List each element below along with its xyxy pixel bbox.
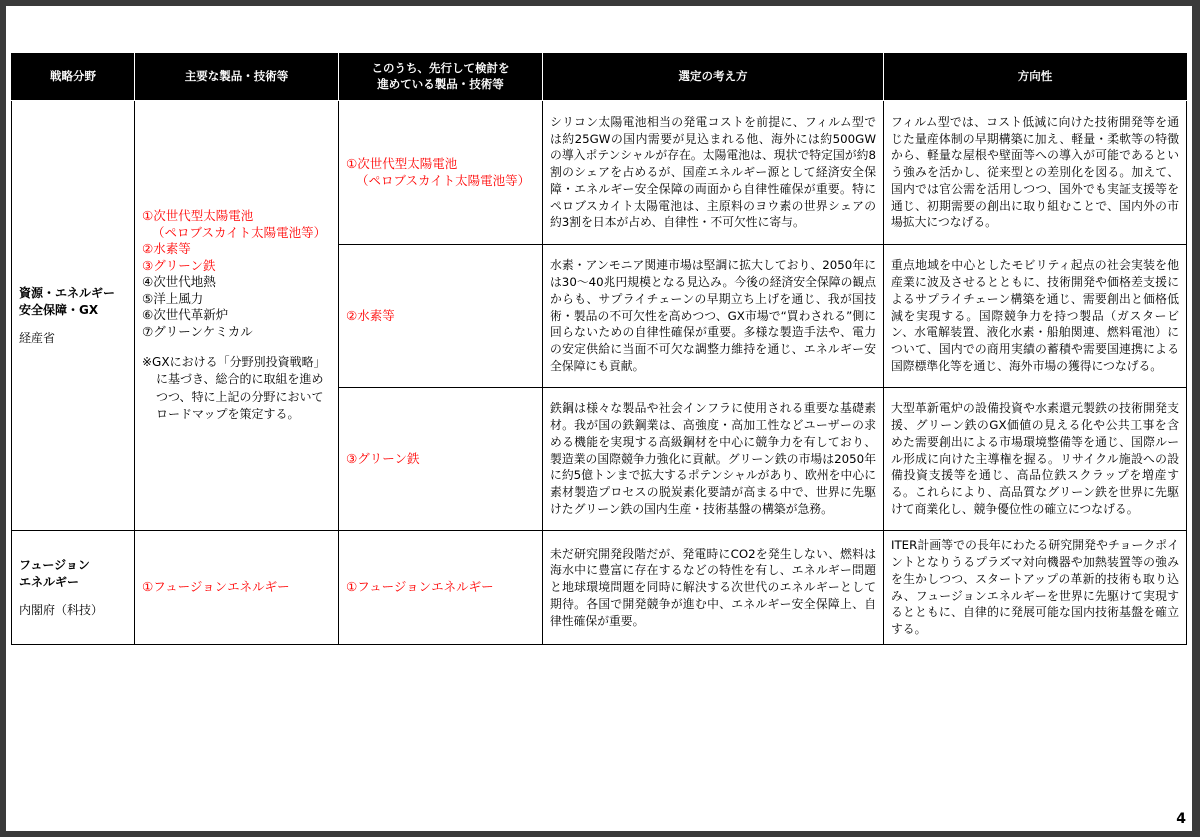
reason-cell: 鉄鋼は様々な製品や社会インフラに使用される重要な基礎素材。我が国の鉄鋼業は、高強度・高加工性などユーザーの求める機能を実現する高級鋼材を中心に競争力を有しており、製造業の国際競争力強化に貢献。グリーン鉄の市場は2050年に約5億トンまで拡大するポテンシャルがあり、欧州を中心に素材製造プロセスの脱炭素化要請が高まる中で、世界に先駆けたグリーン鉄の国内生産・技術基盤の構築が急務。: [543, 388, 884, 531]
priority-cell: ③グリーン鉄: [339, 388, 543, 531]
ministry-label: 内閣府（科技）: [19, 602, 104, 617]
header-priority-line2: 進めている製品・技術等: [377, 77, 504, 91]
header-field: 戦略分野: [12, 54, 135, 101]
field-name: フュージョン エネルギー: [19, 557, 90, 590]
ministry-label: 経産省: [19, 330, 56, 345]
table-row: [12, 531, 1187, 645]
direction-cell: フィルム型では、コスト低減に向けた技術開発等を通じた量産体制の早期構築に加え、軽量・柔軟等の特徴から、軽量な屋根や壁面等への導入が可能であるという強みを活かし、従来型との差別化を図る。加えて、国内では官公需を活用しつつ、国外でも実証支援等を通じ、初期需要の創出に取り組むことで、国内外の市場拡大につなげる。: [884, 101, 1187, 245]
products-cell-fusion: ①フュージョンエネルギー: [135, 531, 339, 645]
direction-cell: 重点地域を中心としたモビリティ起点の社会実装を他産業に波及させるとともに、技術開発や価格差支援によるサプライチェーン構築を通じ、需要創出と価格低減を実現する。国際競争力を持つ製品（ガスタービン、水電解装置、液化水素・船舶関連、燃料電池）について、国内での商用実績の蓄積や需要国連携による国際標準化等を通じ、海外市場の獲得につなげる。: [884, 245, 1187, 388]
priority-cell: ②水素等: [339, 245, 543, 388]
page-number: 4: [1176, 811, 1186, 827]
priority-cell: ①フュージョンエネルギー: [339, 531, 543, 645]
header-priority: [339, 54, 543, 101]
field-cell-energy: [12, 101, 135, 531]
list-item: ③グリーン鉄: [142, 257, 216, 273]
left-border-bar: [0, 0, 6, 837]
header-reason: 選定の考え方: [543, 54, 884, 101]
reason-cell: シリコン太陽電池相当の発電コストを前提に、フィルム型では約25GWの国内需要が見込まれる他、海外には約500GWの導入ポテンシャルが存在。太陽電池は、現状で特定国が約8割のシェアを占めるが、国産エネルギー源として経済安全保障・エネルギー安全保障の両面から自律性確保が重要。特にペロブスカイト太陽電池は、主原料のヨウ素の世界シェアの約3割を日本が占め、自律性・不可欠性に寄与。: [543, 101, 884, 245]
bottom-border-bar: [0, 831, 1200, 837]
direction-cell: 大型革新電炉の設備投資や水素還元製鉄の技術開発支援、グリーン鉄のGX価値の見える化や公共工事を含めた需要創出による市場環境整備等を通じ、国際ルール形成に向けた主導権を握る。リサイクル施設への設備投資支援等を通じ、高品位鉄スクラップを増産する。これらにより、高品質なグリーン鉄を世界に先駆けて商業化し、競争優位性の確立につなげる。: [884, 388, 1187, 531]
top-border-bar: [0, 0, 1200, 6]
list-item: ②水素等: [142, 241, 191, 257]
products-list: [142, 208, 331, 340]
header-priority-line1: このうち、先行して検討を: [371, 61, 510, 76]
list-item: ④次世代地熱: [142, 274, 216, 290]
table-row: [12, 101, 1187, 245]
header-direction: 方向性: [884, 54, 1187, 101]
list-item: ①次世代型太陽電池 （ペロブスカイト太陽電池等）: [142, 208, 327, 240]
list-item: ⑦グリーンケミカル: [142, 323, 253, 339]
list-item: ⑥次世代革新炉: [142, 307, 229, 323]
header-products: 主要な製品・技術等: [135, 54, 339, 101]
products-cell-energy: [135, 101, 339, 531]
table-header-row: [12, 54, 1187, 101]
strategy-note: ※GXにおける「分野別投資戦略」に基づき、総合的に取組を進めつつ、特に上記の分野においてロードマップを策定する。: [142, 355, 326, 421]
field-cell-fusion: [12, 531, 135, 645]
reason-cell: 未だ研究開発段階だが、発電時にCO2を発生しない、燃料は海水中に豊富に存在するなどの特性を有し、エネルギー問題と地球環境問題を同時に解決する次世代のエネルギーとして期待。各国で開発競争が進む中、エネルギー安全保障上、自律性確保が重要。: [543, 531, 884, 645]
field-name: 資源・エネルギー 安全保障・GX: [19, 285, 116, 318]
strategy-table: [11, 53, 1187, 645]
priority-cell: ①次世代型太陽電池 （ペロブスカイト太陽電池等）: [339, 101, 543, 245]
right-border-bar: [1192, 0, 1200, 837]
direction-cell: ITER計画等での長年にわたる研究開発やチョークポイントとなりうるプラズマ対向機器や加熱装置等の強みを生かしつつ、スタートアップの革新的技術も取り込み、フュージョンエネルギーを世界に先駆けて実現するとともに、自律的に発展可能な国内技術基盤を確立する。: [884, 531, 1187, 645]
reason-cell: 水素・アンモニア関連市場は堅調に拡大しており、2050年には30～40兆円規模となる見込み。今後の経済安全保障の観点からも、サプライチェーンの早期立ち上げを通じ、我が国技術・製品の不可欠性を高めつつ、GX市場で“買わされる”側に回らないための自律性確保が重要。多様な製造手法や、電力の安定供給に当面不可欠な調整力維持を通じ、エネルギー安全保障にも貢献。: [543, 245, 884, 388]
list-item: ⑤洋上風力: [142, 290, 204, 306]
